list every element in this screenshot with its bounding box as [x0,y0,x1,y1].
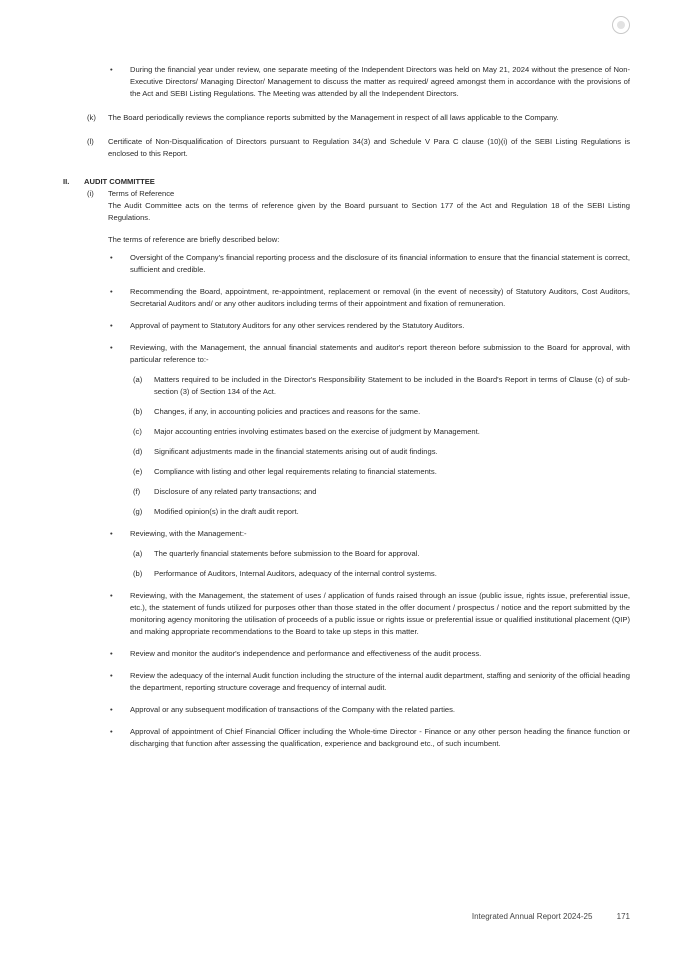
terms-bullet [130,528,630,540]
terms-bullet [130,704,630,716]
terms-bullet [130,648,630,660]
sub-item [133,466,630,478]
company-logo-icon [612,16,630,34]
bullet-text: • Review the adequacy of the internal Audit function including the structure of the internal audit department, staffing and seniority of the official heading the department, reporting structure coverage and frequency of internal audit. [130,671,630,692]
bullet-text: • Approval or any subsequent modification of transactions of the Company with the related parties. [130,705,456,714]
section-heading [63,176,624,188]
sub-item [133,568,630,580]
sub-item-label: (c) [133,427,142,436]
sub-item [133,406,630,418]
sub-item-text: Performance of Auditors, Internal Auditors, adequacy of the internal control systems. [154,569,437,578]
terms-bullet [130,590,630,638]
terms-bullet [130,342,630,366]
sub-item-text: Major accounting entries involving estimates based on the exercise of judgment by Management. [154,427,480,436]
bullet-text: • Review and monitor the auditor's independence and performance and effectiveness of the audit process. [130,649,482,658]
sub-item-label: (a) [133,375,143,384]
sub-item-label: (b) [133,569,143,578]
sub-item-label: (e) [133,467,143,476]
item-label: (l) [87,137,94,146]
terms-bullet [130,320,630,332]
intro-bullet-text: • During the financial year under review, one separate meeting of the Independent Directors was held on May 21, 2024 without the presence of Non-Executive Directors/ Managing Director/ Management to discuss the matter as required/ agreed amongst them in accordance with the provisions of the Act and SEBI Listing Regulations. The Meeting was attended by all the Independent Directors. [130,65,630,98]
bullet-text: • Reviewing, with the Management:- [130,529,247,538]
bullet-text: • Oversight of the Company's financial reporting process and the disclosure of its financial information to ensure that the financial statement is correct, sufficient and credible. [130,253,630,274]
bullet-text: • Approval of payment to Statutory Auditors for any other services rendered by the Statutory Auditors. [130,321,465,330]
section-number: II. [63,177,70,186]
subsection-label: (i) [87,189,94,198]
section-title: AUDIT COMMITTEE [84,177,155,186]
sub-item-text: The quarterly financial statements before submission to the Board for approval. [154,549,420,558]
sub-item-label: (d) [133,447,143,456]
sub-item-text: Disclosure of any related party transactions; and [154,487,317,496]
terms-bullet [130,726,630,750]
terms-bullet [130,252,630,276]
report-name: Integrated Annual Report 2024-25 [471,912,593,921]
sub-item-text: Compliance with listing and other legal requirements relating to financial statements. [154,467,437,476]
subsection-title: Terms of Reference [108,189,175,198]
sub-item-label: (a) [133,549,143,558]
sub-item-label: (g) [133,507,143,516]
subsection-text: The Audit Committee acts on the terms of reference given by the Board pursuant to Section 177 of the Act and Regulation 18 of the SEBI Listing Regulations. [108,201,630,222]
list-item-k [87,112,630,124]
page-number: 171 [616,912,630,921]
sub-item [133,446,630,458]
sub-item [133,506,630,518]
sub-item [133,426,630,438]
terms-bullet [130,286,630,310]
terms-bullet [130,670,630,694]
page-content [0,64,680,750]
bullet-text: • Recommending the Board, appointment, re-appointment, replacement or removal (in the event of necessity) of Statutory Auditors, Cost Auditors, Secretarial Auditors and/ or any other auditors including terms of their appointment and fixation of remuneration. [130,287,630,308]
bullet-text: • Approval of appointment of Chief Financial Officer including the Whole-time Director - Finance or any other person heading the finance function or discharging that function after assessing the qualification, experience and background etc., of such incumbent. [130,727,630,748]
sub-item-text: Significant adjustments made in the financial statements arising out of audit findings. [154,447,438,456]
item-text: Certificate of Non-Disqualification of Directors pursuant to Regulation 34(3) and Schedule V Para C clause (10)(i) of the SEBI Listing Regulations is enclosed to this Report. [108,137,630,158]
page-footer [472,912,630,921]
sub-item-label: (b) [133,407,143,416]
sub-item-text: Modified opinion(s) in the draft audit report. [154,507,299,516]
sub-item-text: Matters required to be included in the Director's Responsibility Statement to be included in the Board's Report in terms of Clause (c) of sub-section (3) of Section 134 of the Act. [154,375,630,396]
subsection-terms [87,188,630,224]
bullet-text: • Reviewing, with the Management, the annual financial statements and auditor's report thereon before submission to the Board for approval, with particular reference to:- [130,343,630,364]
sub-item [133,486,630,498]
bullet-text: • Reviewing, with the Management, the statement of uses / application of funds raised through an issue (public issue, rights issue, preferential issue, etc.), the statement of funds utilized for purposes other than those stated in the offer document / prospectus / notice and the report submitted by the monitoring agency monitoring the utilisation of proceeds of a public issue or rights issue or preferential issue or qualified institutional placement (QIP) and making appropriate recommendations to the Board to take up steps in this matter. [130,591,630,636]
terms-intro: The terms of reference are briefly described below: [108,235,280,244]
sub-item [133,548,630,560]
intro-bullet-1 [130,64,630,100]
sub-item [133,374,630,398]
item-text: The Board periodically reviews the compliance reports submitted by the Management in respect of all laws applicable to the Company. [108,113,559,122]
item-label: (k) [87,113,96,122]
sub-item-label: (f) [133,487,141,496]
list-item-l [87,136,630,160]
sub-item-text: Changes, if any, in accounting policies and practices and reasons for the same. [154,407,421,416]
